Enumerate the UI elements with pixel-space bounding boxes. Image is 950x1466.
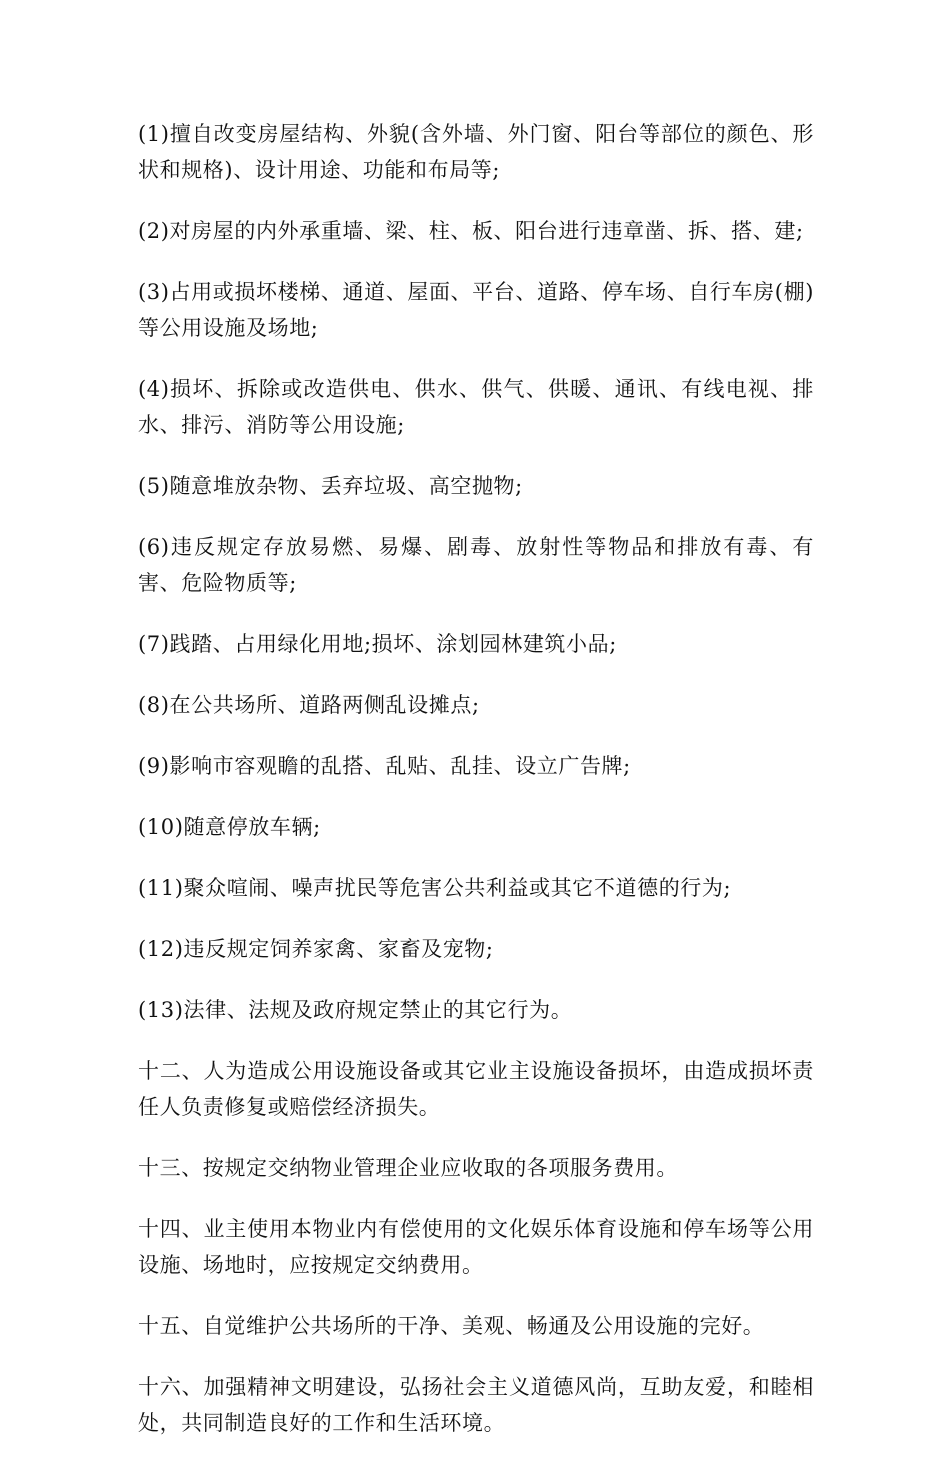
clause-item-1: (1)擅自改变房屋结构、外貌(含外墙、外门窗、阳台等部位的颜色、形状和规格)、设计用途、功能和布局等; <box>138 122 814 182</box>
clause-item-7: (7)践踏、占用绿化用地;损坏、涂划园林建筑小品; <box>138 632 617 656</box>
clause-item-6: (6)违反规定存放易燃、易爆、剧毒、放射性等物品和排放有毒、有害、危险物质等; <box>138 535 814 595</box>
clause-item-13: (13)法律、法规及政府规定禁止的其它行为。 <box>138 998 573 1022</box>
clause-item-12: (12)违反规定饲养家禽、家畜及宠物; <box>138 937 494 961</box>
clause-item-10: (10)随意停放车辆; <box>138 815 321 839</box>
clause-item-11: (11)聚众喧闹、噪声扰民等危害公共利益或其它不道德的行为; <box>138 876 732 900</box>
section-14-paragraph: 十四、业主使用本物业内有偿使用的文化娱乐体育设施和停车场等公用设施、场地时，应按规定交纳费用。 <box>138 1217 814 1277</box>
section-13-paragraph: 十三、按规定交纳物业管理企业应收取的各项服务费用。 <box>138 1156 678 1180</box>
section-16-paragraph: 十六、加强精神文明建设，弘扬社会主义道德风尚，互助友爱，和睦相处，共同制造良好的工作和生活环境。 <box>138 1375 814 1435</box>
document-body <box>138 116 814 1466</box>
clause-item-2: (2)对房屋的内外承重墙、梁、柱、板、阳台进行违章凿、拆、搭、建; <box>138 219 804 243</box>
section-15-paragraph: 十五、自觉维护公共场所的干净、美观、畅通及公用设施的完好。 <box>138 1314 765 1338</box>
clause-item-5: (5)随意堆放杂物、丢弃垃圾、高空抛物; <box>138 474 523 498</box>
clause-item-8: (8)在公共场所、道路两侧乱设摊点; <box>138 693 480 717</box>
section-12-paragraph: 十二、人为造成公用设施设备或其它业主设施设备损坏，由造成损坏责任人负责修复或赔偿经济损失。 <box>138 1059 814 1119</box>
clause-item-3: (3)占用或损坏楼梯、通道、屋面、平台、道路、停车场、自行车房(棚)等公用设施及场地; <box>138 280 814 340</box>
clause-item-4: (4)损坏、拆除或改造供电、供水、供气、供暖、通讯、有线电视、排水、排污、消防等公用设施; <box>138 377 814 437</box>
clause-item-9: (9)影响市容观瞻的乱搭、乱贴、乱挂、设立广告牌; <box>138 754 631 778</box>
